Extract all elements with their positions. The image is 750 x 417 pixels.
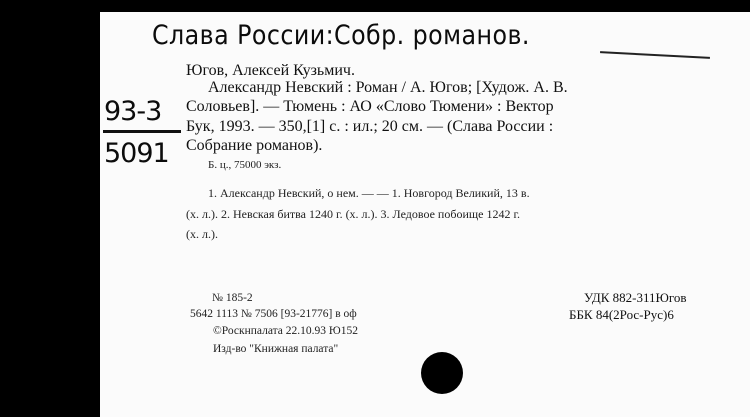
price-circulation: Б. ц., 75000 экз. (208, 159, 282, 171)
handwritten-series-title: Слава России:Собр. романов. (152, 20, 530, 51)
registration-number: № 185-2 (212, 292, 253, 304)
copyright-line: ©Роскнпалата 22.10.93 Ю152 (213, 325, 358, 337)
udk-code: УДК 882-311Югов (584, 290, 687, 305)
shelf-mark-top: 93-3 (104, 96, 162, 127)
subject-note: 1. Александр Невский, о нем. — — 1. Новгород Великий, 13 в. (208, 186, 530, 200)
shelf-mark-bottom: 5091 (104, 138, 169, 169)
shelf-mark-divider (103, 130, 181, 133)
subject-note: (х. л.). 2. Невская битва 1240 г. (х. л.). 3. Ледовое побоище 1242 г. (186, 207, 521, 221)
description-line: Собрание романов). (186, 137, 323, 154)
punch-hole (421, 352, 463, 394)
author-heading: Югов, Алексей Кузьмич. (186, 62, 355, 79)
publisher-line: Изд-во "Книжная палата" (213, 343, 339, 355)
subject-note: (х. л.). (186, 227, 218, 241)
description-line: Соловьев]. — Тюмень : АО «Слово Тюмени» : Вектор (186, 98, 554, 115)
description-line: Бук, 1993. — 350,[1] с. : ил.; 20 см. — (Слава России : (186, 118, 554, 135)
description-line: Александр Невский : Роман / А. Югов; [Худож. А. В. (208, 79, 568, 96)
print-info: 5642 1113 № 7506 [93-21776] в оф (190, 308, 357, 320)
bbk-code: ББК 84(2Рос-Рус)6 (569, 307, 674, 322)
